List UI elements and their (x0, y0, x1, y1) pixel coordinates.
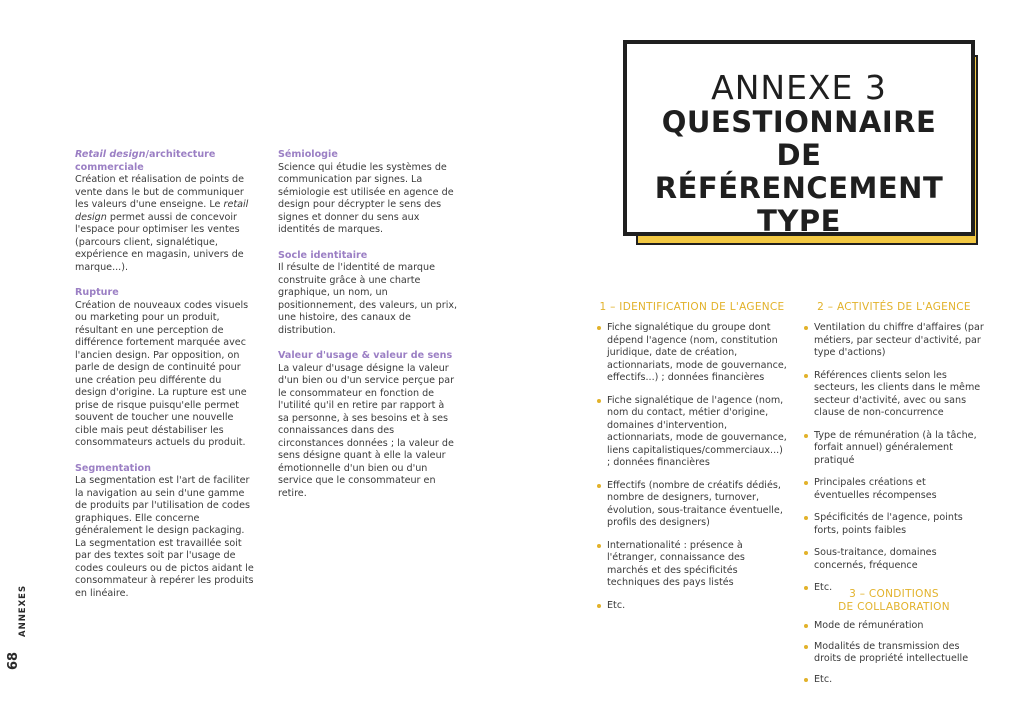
list-item-text: Spécificités de l'agence, points forts, points faibles (814, 512, 963, 536)
glossary-definition: La segmentation est l'art de faciliter la navigation au sein d'une gamme de produits par l'utilisation de codes graphiques. Elle concerne généralement le design packaging. La segmentation est travaillée soit par des textes soit par l'usage de codes couleurs ou de pictos aidant le consommateur à repérer les produits en linéaire. (75, 475, 254, 599)
list-item-text: Fiche signalétique de l'agence (nom, nom du contact, métier d'origine, domaines d'intervention, actionnariats, mode de gouvernance, liens capitalistiques/commerciaux...) ; données financières (607, 394, 787, 468)
list-item (804, 620, 984, 633)
glossary-term: Socle identitaire (278, 249, 368, 261)
section-collaboration (804, 588, 984, 686)
list-item-text: Effectifs (nombre de créatifs dédiés, nombre de designers, turnover, évolution, sous-traitance éventuelle, profils des designers) (607, 479, 783, 528)
list-item (804, 512, 984, 537)
list-item-text: Références clients selon les secteurs, les clients dans le même secteur d'activité, avec ou sans clause de non-concurrence (814, 369, 981, 418)
section-heading (804, 588, 984, 614)
annex-label: ANNEXE 3 (711, 68, 887, 107)
page-number: 68 (6, 651, 21, 670)
glossary-entry-semiologie (278, 149, 458, 237)
list-item (597, 480, 787, 530)
glossary-term: /architecture commerciale (75, 149, 216, 173)
glossary-column-2 (278, 149, 458, 513)
glossary-term-italic: Retail design (75, 149, 146, 160)
glossary-column-1 (75, 149, 255, 613)
list-item (804, 322, 984, 360)
section-heading: 1 – IDENTIFICATION DE L'AGENCE (599, 301, 785, 313)
section-activites (804, 301, 984, 605)
bullet-icon (804, 624, 808, 628)
list-item-text: Etc. (607, 599, 626, 611)
section-identification (597, 301, 787, 622)
bullet-icon (597, 604, 601, 608)
bullet-icon (804, 678, 808, 682)
question-list (804, 620, 984, 686)
glossary-term: Segmentation (75, 462, 151, 474)
bullet-icon (597, 399, 601, 403)
list-item (804, 370, 984, 420)
glossary-term: Rupture (75, 287, 119, 298)
list-item (597, 395, 787, 470)
list-item-text: Mode de rémunération (814, 620, 924, 631)
glossary-definition: Création de nouveaux codes visuels ou marketing pour un produit, résultant en une perception de différence fortement marquée avec l'ancien design. Par opposition, on parle de design de continuité pour une création peu différente du design d'origine. La rupture est une prise de risque puisqu'elle permet souvent de toucher une nouvelle cible mais peut déstabiliser les consommateurs actuels du produit. (75, 299, 249, 448)
list-item-text: Etc. (814, 673, 833, 685)
bullet-icon (804, 326, 808, 330)
question-list (804, 322, 984, 595)
section-heading: 2 – ACTIVITÉS DE L'AGENCE (817, 301, 971, 313)
bullet-icon (804, 645, 808, 649)
list-item (804, 641, 984, 666)
definition-text: permet aussi de concevoir l'espace pour optimiser les ventes (parcours client, signalétique, expérience en magasin, univers de marque...). (75, 211, 244, 273)
bullet-icon (804, 481, 808, 485)
list-item-text: Sous-traitance, domaines concernés, fréquence (814, 547, 937, 571)
list-item (597, 540, 787, 590)
list-item-text: Etc. (814, 582, 833, 593)
bullet-icon (597, 326, 601, 330)
definition-text: Création et réalisation de points de vente dans le but de communiquer les valeurs d'une enseigne. Le (75, 174, 245, 210)
list-item-text: Principales créations et éventuelles récompenses (814, 477, 937, 501)
glossary-definition: Science qui étudie les systèmes de communication par signes. La sémiologie est utilisée en agence de design pour décrypter le sens des signes et donner du sens aux identités de marques. (278, 161, 454, 235)
bullet-icon (597, 544, 601, 548)
bullet-icon (804, 516, 808, 520)
glossary-entry-valeur (278, 350, 458, 500)
glossary-definition (75, 174, 255, 274)
list-item (804, 430, 984, 468)
glossary-definition: La valeur d'usage désigne la valeur d'un bien ou d'un service perçue par le consommateur en fonction de l'utilité qu'il en retire par rapport à sa personne, à ses besoins et à ses connaissances dans des circonstances données ; la valeur de sens désigne quant à elle la valeur émotionnelle d'un bien ou d'un service que le consommateur en retire. (278, 362, 455, 499)
list-item (804, 674, 984, 687)
section-name: ANNEXES (18, 584, 28, 637)
definition-italic-text: retail design (75, 199, 249, 223)
section-heading-line: DE COLLABORATION (838, 601, 950, 613)
list-item-text: Ventilation du chiffre d'affaires (par métiers, par secteur d'activité, par type d'actions) (814, 322, 984, 358)
glossary-entry-retail-design (75, 149, 255, 274)
glossary-entry-socle-identitaire (278, 250, 458, 338)
list-item-text: Internationalité : présence à l'étranger, connaissance des marchés et des spécificités techniques des pays listés (607, 539, 745, 588)
list-item (804, 477, 984, 502)
glossary-definition: Il résulte de l'identité de marque construite grâce à une charte graphique, un nom, un positionnement, des valeurs, un prix, une histoire, des canaux de distribution. (278, 262, 458, 336)
list-item-text: Type de rémunération (à la tâche, forfait annuel) généralement pratiqué (814, 429, 977, 466)
bullet-icon (804, 434, 808, 438)
list-item (597, 322, 787, 385)
page-title: QUESTIONNAIRE DE RÉFÉRENCEMENT TYPE (654, 105, 944, 238)
list-item (804, 547, 984, 572)
glossary-entry-rupture (75, 287, 255, 450)
glossary-term: Valeur d'usage & valeur de sens (278, 350, 453, 361)
bullet-icon (597, 484, 601, 488)
list-item-text: Fiche signalétique du groupe dont dépend l'agence (nom, constitution juridique, date de création, actionnariats, mode de gouvernance, effectifs...) ; données financières (607, 322, 787, 383)
bullet-icon (804, 551, 808, 555)
list-item (597, 600, 787, 613)
glossary-term: Sémiologie (278, 149, 338, 160)
title-box (623, 40, 975, 236)
glossary-entry-segmentation (75, 463, 255, 601)
question-list (597, 322, 787, 612)
list-item-text: Modalités de transmission des droits de propriété intellectuelle (814, 640, 969, 664)
section-heading-line: 3 – CONDITIONS (849, 588, 939, 600)
bullet-icon (804, 374, 808, 378)
